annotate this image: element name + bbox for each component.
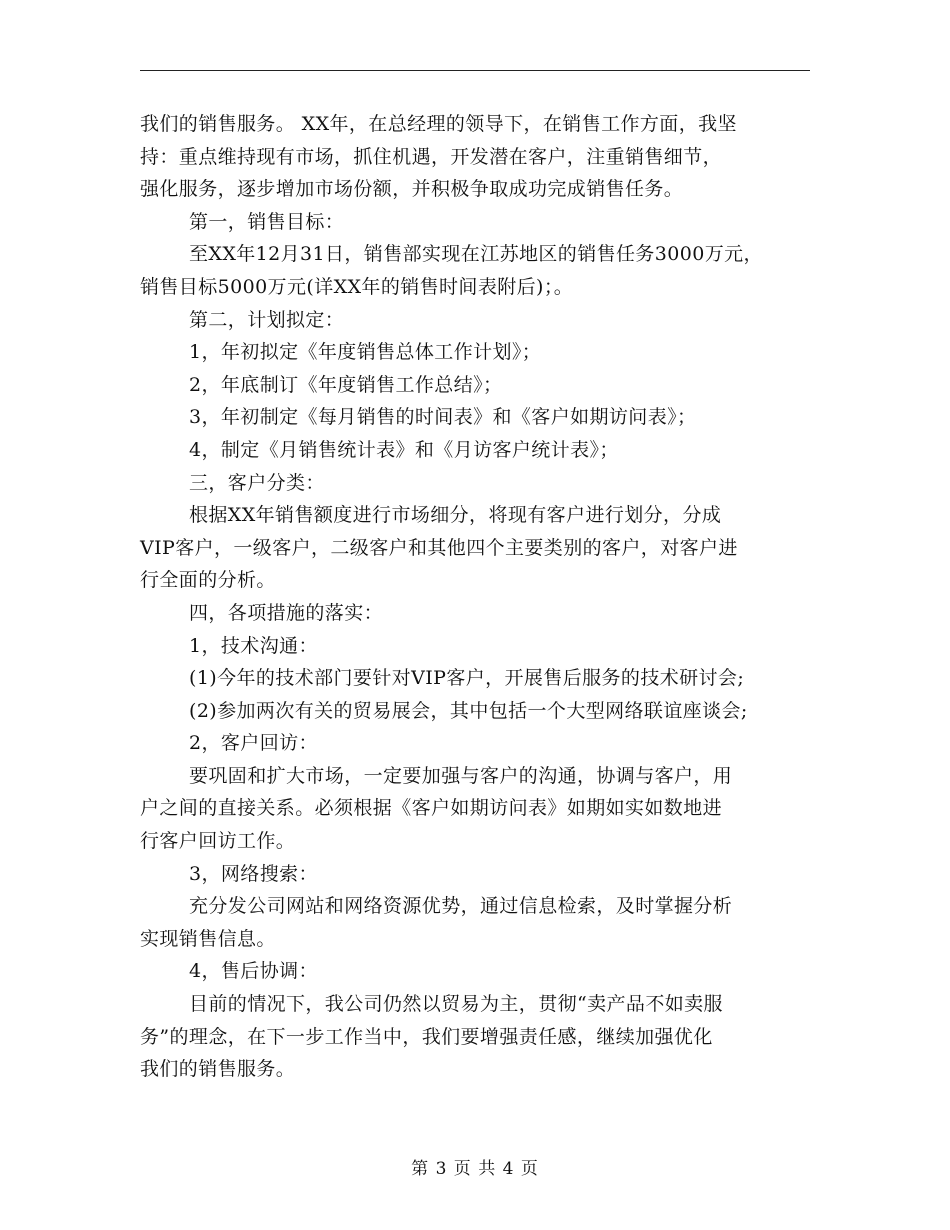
- text-line: 要巩固和扩大市场，一定要加强与客户的沟通，协调与客户，用: [189, 764, 733, 787]
- text-line: 1，技术沟通：: [189, 634, 318, 657]
- text-line: 我们的销售服务。: [140, 1058, 296, 1081]
- text-line: 1，年初拟定《年度销售总体工作计划》；: [189, 341, 542, 364]
- text-line: 4，制定《月销售统计表》和《月访客户统计表》；: [189, 438, 619, 461]
- text-line: 至XX年12月31日，销售部实现在江苏地区的销售任务3000万元，: [189, 243, 763, 266]
- header-rule: [140, 70, 810, 71]
- text-line: 2，年底制订《年度销售工作总结》；: [189, 373, 503, 396]
- text-line: 充分发公司网站和网络资源优势，通过信息检索，及时掌握分析: [189, 895, 733, 918]
- text-line: 务”的理念，在下一步工作当中，我们要增强责任感，继续加强优化: [140, 1025, 713, 1048]
- text-line: 目前的情况下，我公司仍然以贸易为主，贯彻“卖产品不如卖服: [189, 993, 723, 1016]
- text-line: VIP客户，一级客户，二级客户和其他四个主要类别的客户，对客户进: [140, 536, 738, 559]
- text-line: 根据XX年销售额度进行市场细分，将现有客户进行划分，分成: [189, 504, 722, 527]
- text-line: 3，年初制定《每月销售的时间表》和《客户如期访问表》；: [189, 406, 697, 429]
- text-line: 四，各项措施的落实：: [189, 601, 384, 624]
- text-line: 三，客户分类：: [189, 471, 325, 494]
- text-line: 实现销售信息。: [140, 927, 276, 950]
- text-line: 4，售后协调：: [189, 960, 318, 983]
- text-line: 行全面的分析。: [140, 569, 276, 592]
- text-line: 3，网络搜索：: [189, 862, 318, 885]
- page-footer: 第 3 页 共 4 页: [411, 1159, 539, 1179]
- text-line: 我们的销售服务。 XX年，在总经理的领导下，在销售工作方面，我坚: [140, 113, 737, 135]
- text-line: 第一，销售目标：: [189, 210, 345, 233]
- text-line: (1)今年的技术部门要针对VIP客户，开展售后服务的技术研讨会;: [189, 667, 745, 690]
- text-line: 行客户回访工作。: [140, 830, 296, 853]
- text-line: 持：重点维持现有市场，抓住机遇，开发潜在客户，注重销售细节，: [140, 145, 723, 168]
- text-line: (2)参加两次有关的贸易展会，其中包括一个大型网络联谊座谈会;: [189, 699, 748, 722]
- text-line: 销售目标5000万元(详XX年的销售时间表附后)；。: [140, 275, 574, 298]
- text-line: 第二，计划拟定：: [189, 308, 345, 331]
- text-line: 强化服务，逐步增加市场份额，并积极争取成功完成销售任务。: [140, 178, 684, 201]
- document-body: [140, 108, 830, 1086]
- text-line: 户之间的直接关系。必须根据《客户如期访问表》如期如实如数地进: [140, 797, 723, 820]
- text-line: 2，客户回访：: [189, 732, 318, 755]
